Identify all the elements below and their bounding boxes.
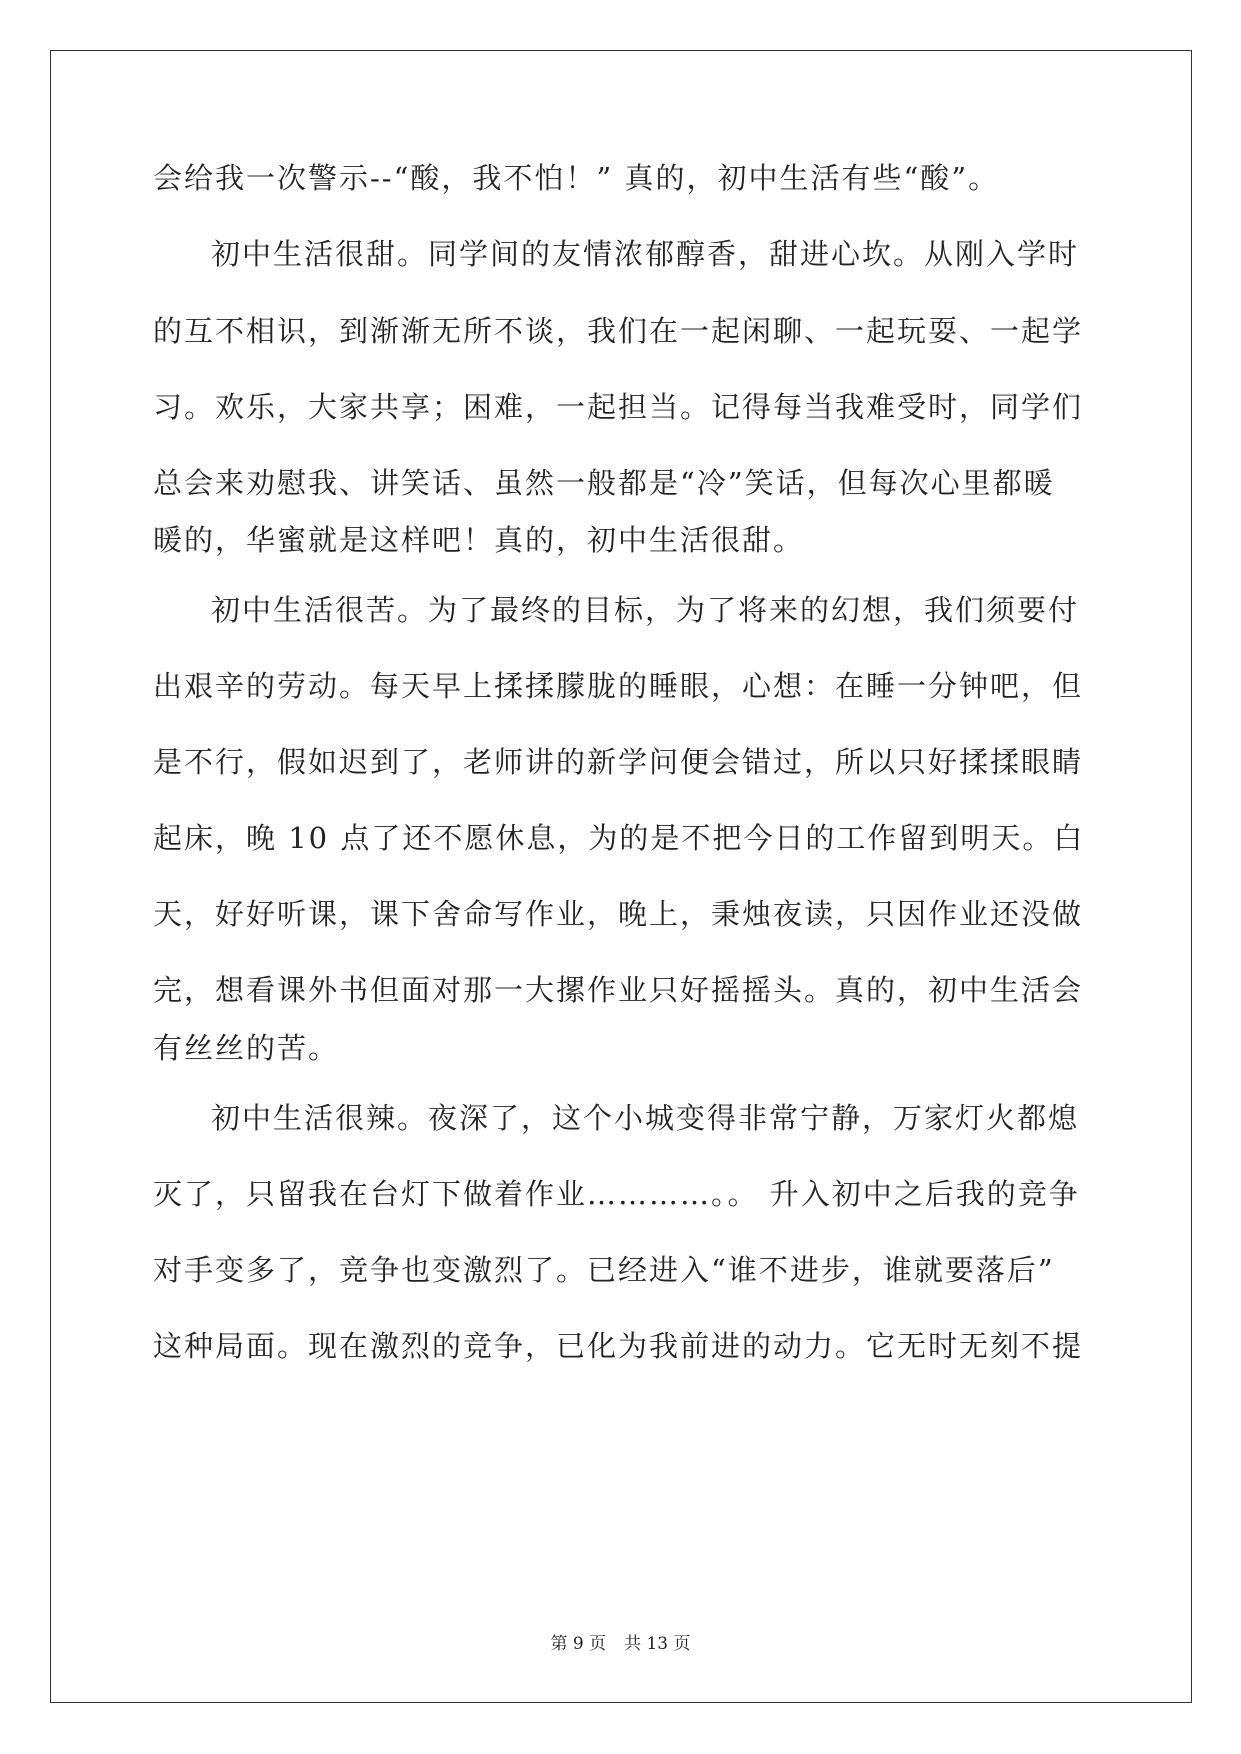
text-line: 习。欢乐，大家共享；困难，一起担当。记得每当我难受时，同学们 xyxy=(153,390,1084,424)
text-line: 天，好好听课，课下舍命写作业，晚上，秉烛夜读，只因作业还没做 xyxy=(153,897,1084,931)
text-line: 的互不相识，到渐渐无所不谈，我们在一起闲聊、一起玩耍、一起学 xyxy=(153,314,1084,348)
text-line: 暖的，华蜜就是这样吧！真的，初中生活很甜。 xyxy=(153,523,805,557)
text-line: 对手变多了，竞争也变激烈了。已经进入“谁不进步，谁就要落后” xyxy=(153,1253,1055,1287)
page-number: 第 9 页 xyxy=(550,1634,607,1654)
text-line: 灭了，只留我在台灯下做着作业…………。。 升入初中之后我的竞争 xyxy=(153,1177,1080,1211)
page-border xyxy=(50,50,1192,1703)
text-line: 这种局面。现在激烈的竞争，已化为我前进的动力。它无时无刻不提 xyxy=(153,1329,1084,1363)
total-pages: 共 13 页 xyxy=(624,1634,691,1654)
text-line: 出艰辛的劳动。每天早上揉揉朦胧的睡眼，心想：在睡一分钟吧，但 xyxy=(153,669,1084,703)
text-line: 完，想看课外书但面对那一大摞作业只好摇摇头。真的，初中生活会 xyxy=(153,973,1084,1007)
text-line: 是不行，假如迟到了，老师讲的新学问便会错过，所以只好揉揉眼睛 xyxy=(153,745,1084,779)
text-line: 会给我一次警示--“酸，我不怕！” 真的，初中生活有些“酸”。 xyxy=(153,161,1000,195)
text-line: 起床，晚 10 点了还不愿休息，为的是不把今日的工作留到明天。白 xyxy=(153,821,1085,855)
paragraph-start-line: 初中生活很苦。为了最终的目标，为了将来的幻想，我们须要付 xyxy=(211,593,1080,627)
text-line: 有丝丝的苦。 xyxy=(153,1031,340,1065)
page-footer xyxy=(0,1632,1241,1656)
paragraph-start-line: 初中生活很辣。夜深了，这个小城变得非常宁静，万家灯火都熄 xyxy=(211,1101,1080,1135)
text-line: 总会来劝慰我、讲笑话、虽然一般都是“冷”笑话，但每次心里都暖 xyxy=(153,466,1055,500)
paragraph-start-line: 初中生活很甜。同学间的友情浓郁醇香，甜进心坎。从刚入学时 xyxy=(211,237,1080,271)
